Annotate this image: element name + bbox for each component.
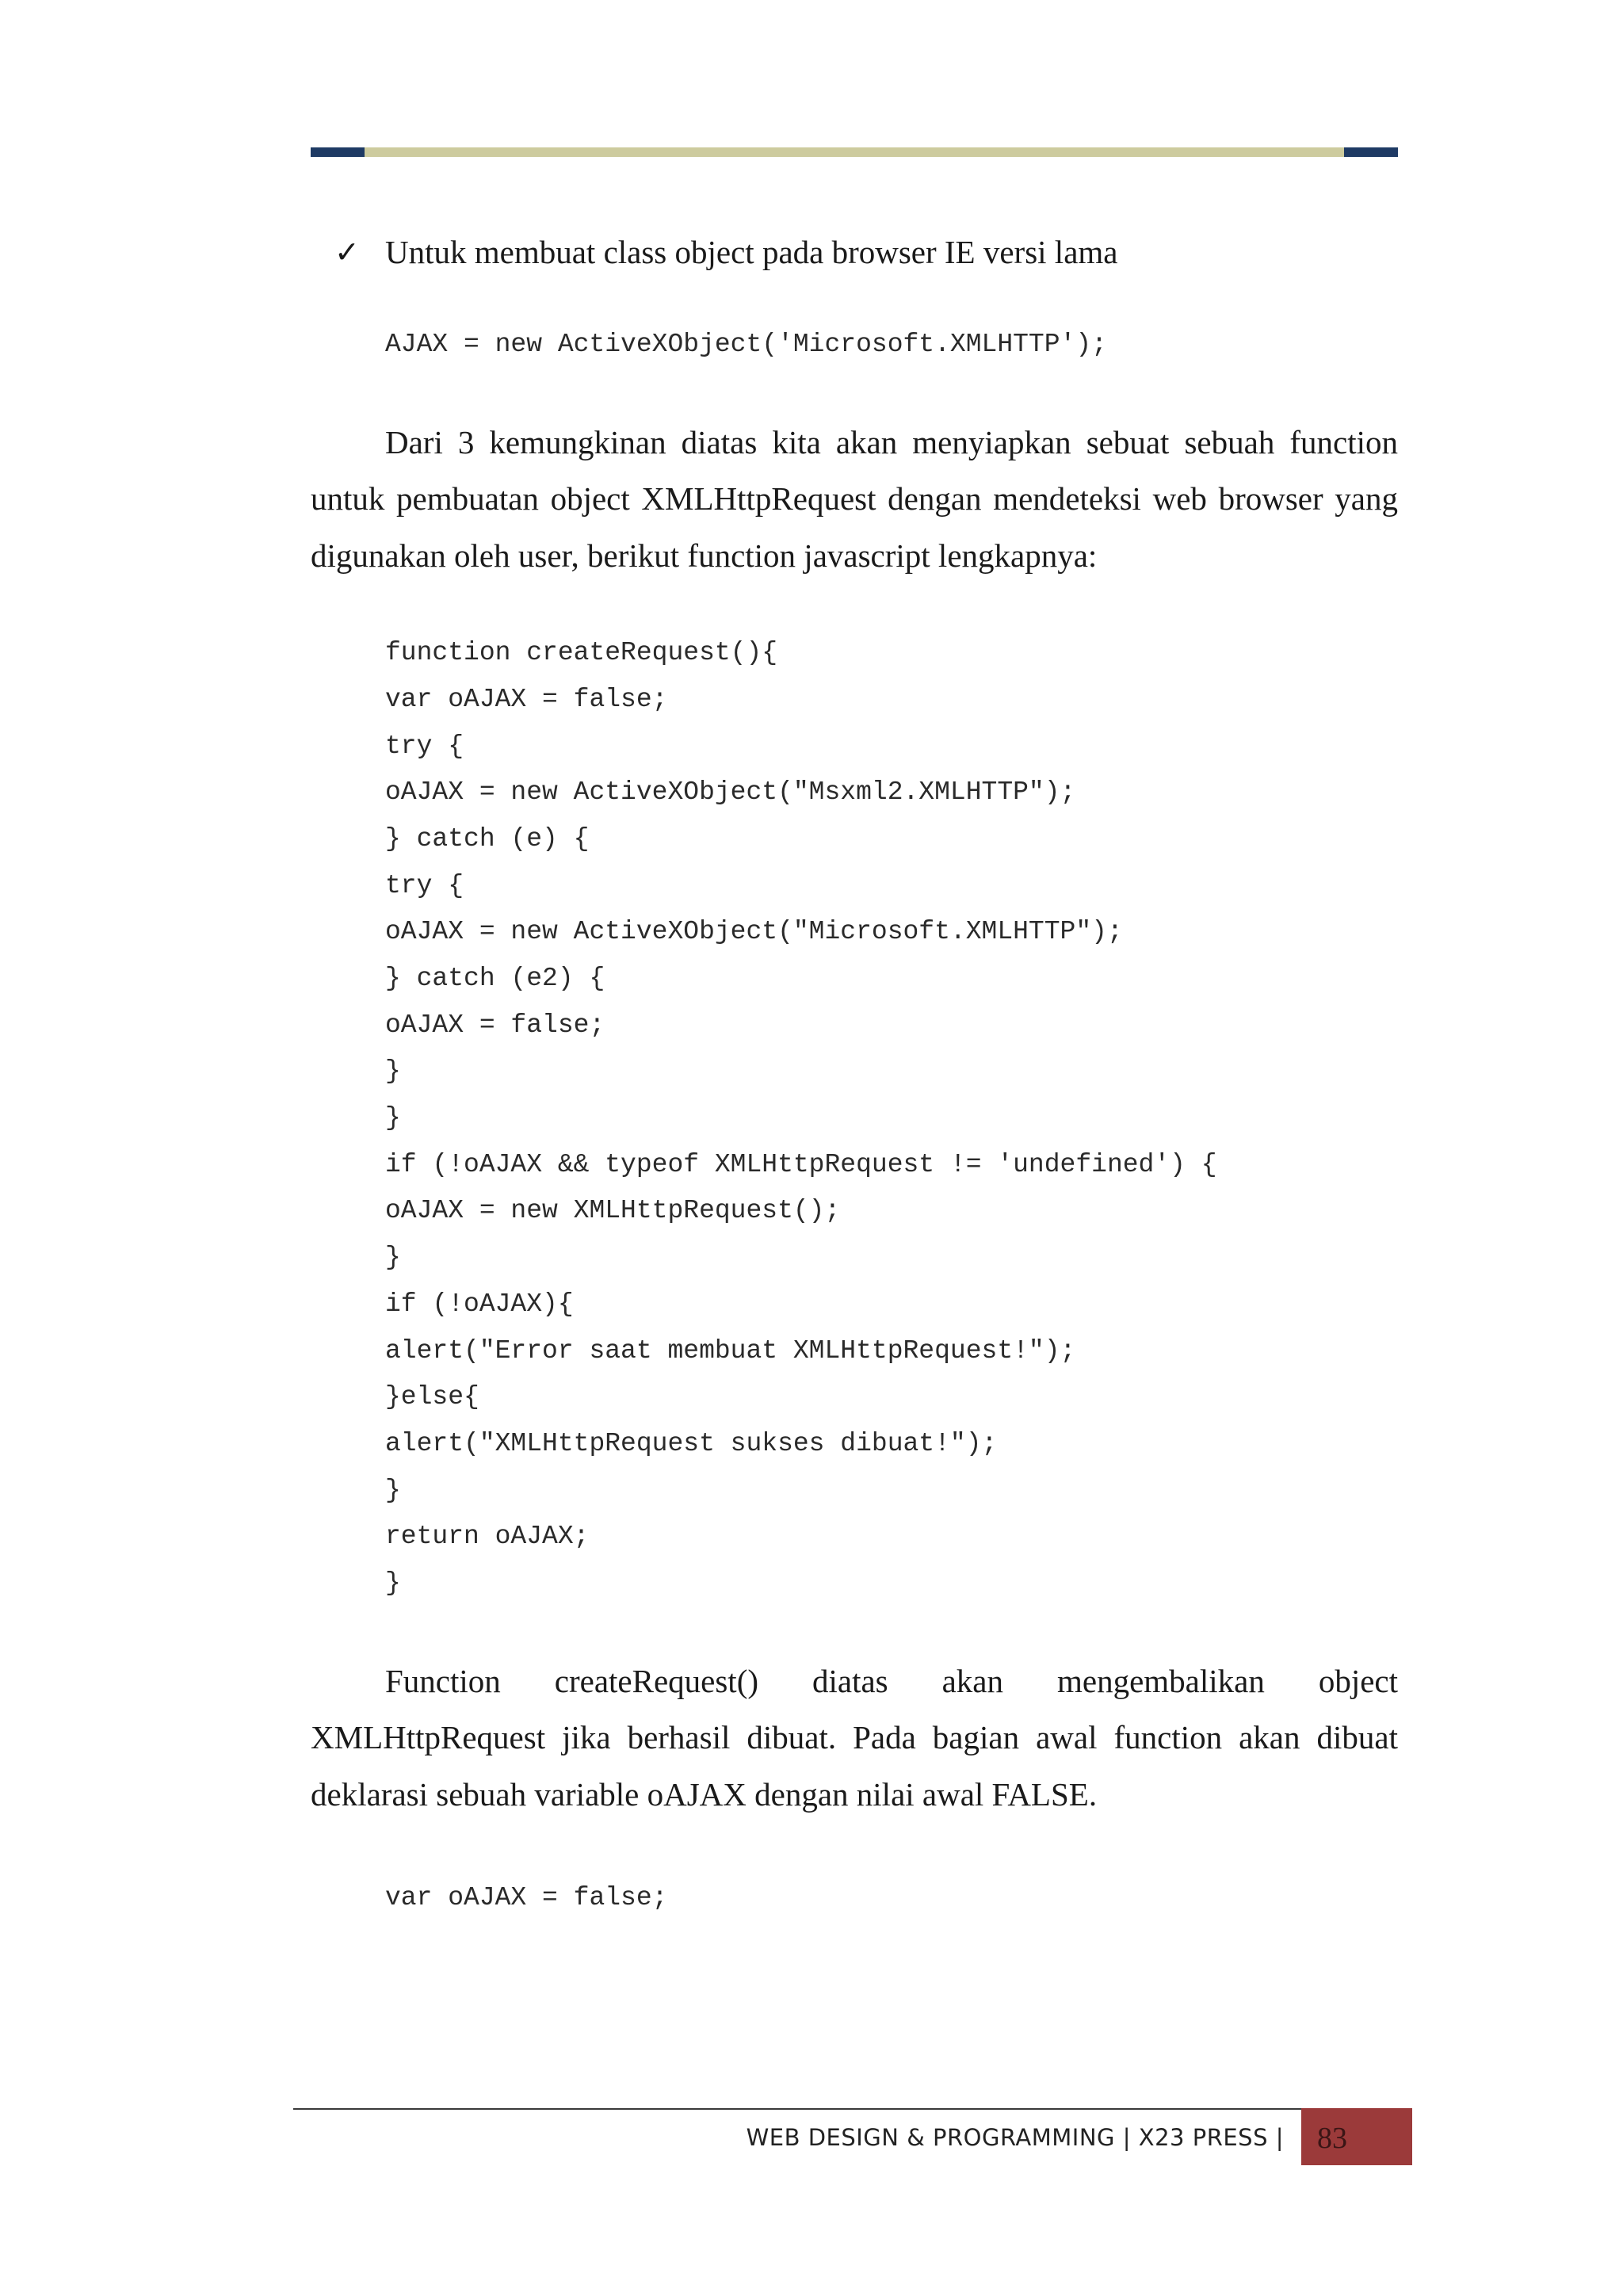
code-line: } <box>385 1056 401 1087</box>
code-line: function createRequest(){ <box>385 638 778 668</box>
paragraph-intro: Dari 3 kemungkinan diatas kita akan menyiapkan sebuat sebuah function untuk pembuatan object XMLHttpRequest dengan mendeteksi web browser yang digunakan oleh user, berikut function javascript lengkapnya: <box>311 423 1398 574</box>
code-line: } catch (e) { <box>385 823 590 854</box>
paragraph-explanation: Function createRequest() diatas akan mengembalikan object XMLHttpRequest jika berhasil dibuat. Pada bagian awal function akan dibuat deklarasi sebuah variable oAJAX dengan nilai awal FALSE. <box>311 1662 1398 1813</box>
code-line: AJAX = new ActiveXObject('Microsoft.XMLHTTP'); <box>385 330 1107 359</box>
header-decorative-rule <box>311 147 1398 157</box>
footer-rule <box>293 2108 1411 2110</box>
code-line: oAJAX = new ActiveXObject("Microsoft.XMLHTTP"); <box>385 917 1123 947</box>
code-line: oAJAX = false; <box>385 1010 605 1040</box>
checkmark-icon: ✓ <box>334 235 360 269</box>
code-block-activex <box>311 322 1398 369</box>
header-rule-right-cap <box>1344 147 1398 157</box>
code-block-create-request <box>311 630 1398 1606</box>
code-line: }else{ <box>385 1382 479 1412</box>
code-line: var oAJAX = false; <box>385 1883 668 1913</box>
code-line: oAJAX = new ActiveXObject("Msxml2.XMLHTTP"); <box>385 777 1076 808</box>
footer-book-title: WEB DESIGN & PROGRAMMING | X23 PRESS | <box>746 2124 1284 2151</box>
page-number-badge: 83 <box>1301 2108 1412 2165</box>
code-line: var oAJAX = false; <box>385 684 668 714</box>
code-line: } <box>385 1243 401 1273</box>
code-block-var-declaration <box>311 1875 1398 1922</box>
page-content <box>311 230 1398 1922</box>
code-line: oAJAX = new XMLHttpRequest(); <box>385 1196 841 1226</box>
code-line: if (!oAJAX){ <box>385 1289 574 1319</box>
code-line: } <box>385 1568 401 1598</box>
code-line: } catch (e2) { <box>385 964 605 993</box>
code-line: return oAJAX; <box>385 1522 590 1552</box>
code-line: } <box>385 1475 401 1505</box>
code-line: } <box>385 1103 401 1133</box>
code-line: alert("XMLHttpRequest sukses dibuat!"); <box>385 1428 998 1458</box>
checkmark-bullet-item <box>311 230 1398 274</box>
bullet-text: Untuk membuat class object pada browser IE versi lama <box>385 234 1118 270</box>
header-rule-left-cap <box>311 147 365 157</box>
code-line: try { <box>385 731 464 761</box>
code-line: alert("Error saat membuat XMLHttpRequest!"); <box>385 1335 1076 1366</box>
code-line: if (!oAJAX && typeof XMLHttpRequest != 'undefined') { <box>385 1149 1217 1179</box>
code-line: try { <box>385 870 464 900</box>
